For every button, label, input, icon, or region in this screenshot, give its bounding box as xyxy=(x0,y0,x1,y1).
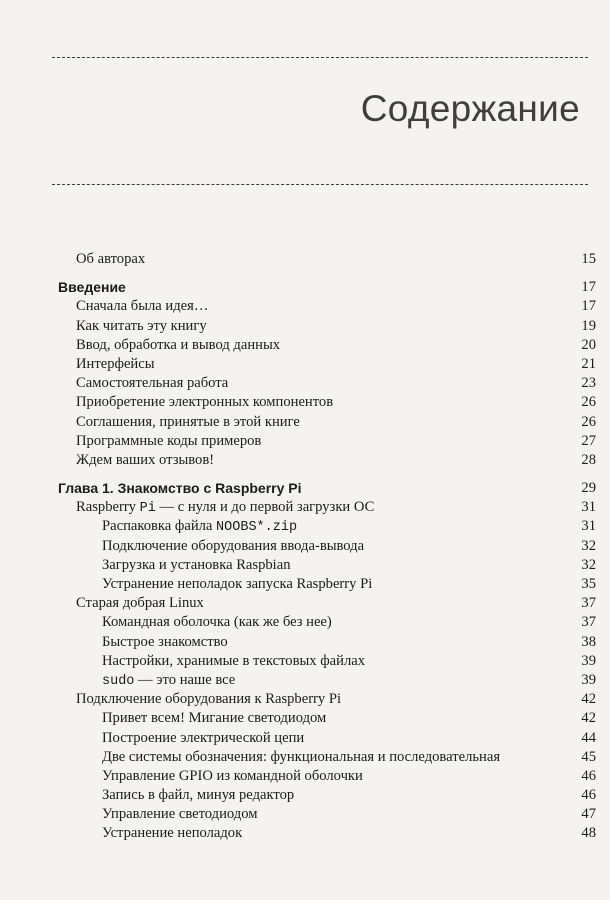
toc-entry-page: 17 xyxy=(581,298,596,315)
toc-entry-label: Старая добрая Linux xyxy=(76,595,204,612)
toc-entry[interactable] xyxy=(0,451,610,470)
toc-entry-label: Интерфейсы xyxy=(76,355,155,372)
toc-entry-page: 31 xyxy=(581,518,596,535)
toc-entry-page: 32 xyxy=(581,537,596,554)
toc-entry-page: 26 xyxy=(581,394,596,411)
toc-entry-label: Приобретение электронных компонентов xyxy=(76,394,334,411)
toc-entry-page: 35 xyxy=(581,576,596,592)
toc-entry[interactable] xyxy=(0,652,610,671)
toc-entry[interactable] xyxy=(0,613,610,632)
toc-entry-page: 46 xyxy=(581,787,596,804)
toc-entry-label: Настройки, хранимые в текстовых файлах xyxy=(102,652,366,669)
toc-entry[interactable] xyxy=(0,805,610,824)
toc-entry[interactable] xyxy=(0,537,610,556)
toc-heading-label: Введение xyxy=(58,279,126,296)
toc-entry-label: Загрузка и установка Raspbian xyxy=(102,556,291,573)
toc-entry[interactable] xyxy=(0,786,610,805)
toc-entry[interactable] xyxy=(0,824,610,843)
toc-entry-page: 46 xyxy=(581,767,596,784)
page-title: Содержание xyxy=(360,88,580,129)
toc-entry-label: Управление светодиодом xyxy=(102,806,258,823)
table-of-contents xyxy=(0,250,610,844)
toc-entry-page: 45 xyxy=(581,748,596,765)
toc-entry-label: Raspberry Pi — с нуля и до первой загрузки ОС xyxy=(76,499,375,517)
toc-entry[interactable] xyxy=(0,633,610,652)
toc-entry-label: Программные коды примеров xyxy=(76,432,262,449)
toc-heading-intro[interactable] xyxy=(0,278,610,297)
toc-entry[interactable] xyxy=(0,556,610,575)
toc-entry-page: 23 xyxy=(581,375,596,392)
toc-entry-page: 27 xyxy=(581,432,596,449)
toc-entry-label: Запись в файл, минуя редактор xyxy=(102,787,295,804)
toc-section-linux[interactable] xyxy=(0,594,610,613)
toc-section-hardware[interactable] xyxy=(0,690,610,709)
toc-entry[interactable] xyxy=(0,432,610,451)
toc-entry[interactable] xyxy=(0,767,610,786)
toc-entry-page: 32 xyxy=(581,556,596,573)
toc-entry-label: Как читать эту книгу xyxy=(76,317,207,334)
toc-entry-label: Устранение неполадок xyxy=(102,825,243,842)
toc-entry-page: 42 xyxy=(581,710,596,727)
toc-entry-page: 38 xyxy=(581,633,596,650)
top-dashed-divider xyxy=(52,57,588,58)
toc-entry[interactable] xyxy=(0,336,610,355)
toc-entry-label: Управление GPIO из командной оболочки xyxy=(102,767,363,784)
toc-entry-label: Ввод, обработка и вывод данных xyxy=(76,336,281,353)
toc-entry-label: Командная оболочка (как же без нее) xyxy=(102,614,332,631)
toc-entry-page: 20 xyxy=(581,336,596,353)
toc-entry-label: Быстрое знакомство xyxy=(102,633,228,650)
toc-entry[interactable] xyxy=(0,671,610,690)
toc-entry-page: 28 xyxy=(581,451,596,468)
toc-entry-page: 15 xyxy=(581,251,596,267)
toc-entry-page: 31 xyxy=(581,499,596,516)
toc-entry-label: Построение электрической цепи xyxy=(102,729,305,746)
toc-entry-label: Распаковка файла NOOBS*.zip xyxy=(102,518,298,536)
toc-entry-page: 21 xyxy=(581,355,596,372)
toc-entry[interactable] xyxy=(0,393,610,412)
toc-entry-label: Привет всем! Мигание светодиодом xyxy=(102,710,327,727)
toc-entry-page: 37 xyxy=(581,614,596,631)
toc-entry-label: Устранение неполадок запуска Raspberry Pi xyxy=(102,576,373,592)
toc-entry[interactable] xyxy=(0,517,610,536)
toc-entry-page: 39 xyxy=(581,652,596,669)
toc-entry[interactable] xyxy=(0,413,610,432)
toc-entry-page: 44 xyxy=(581,729,596,746)
toc-entry[interactable] xyxy=(0,374,610,393)
toc-heading-page: 17 xyxy=(581,279,596,296)
toc-heading-chapter-1[interactable] xyxy=(0,479,610,498)
toc-entry[interactable] xyxy=(0,748,610,767)
toc-entry-page: 19 xyxy=(581,317,596,334)
toc-entry[interactable] xyxy=(0,729,610,748)
toc-section-raspberry[interactable] xyxy=(0,498,610,517)
toc-entry-label: Подключение оборудования к Raspberry Pi xyxy=(76,691,342,708)
toc-entry-page: 39 xyxy=(581,671,596,688)
toc-entry-label: Самостоятельная работа xyxy=(76,375,229,392)
toc-entry-label: Сначала была идея… xyxy=(76,298,209,315)
toc-entry[interactable] xyxy=(0,297,610,316)
toc-entry-label: Подключение оборудования ввода-вывода xyxy=(102,537,365,554)
toc-entry-label: Ждем ваших отзывов! xyxy=(76,451,215,468)
toc-entry[interactable] xyxy=(0,709,610,728)
toc-entry[interactable] xyxy=(0,317,610,336)
toc-heading-page: 29 xyxy=(581,480,596,497)
toc-entry-page: 42 xyxy=(581,691,596,708)
toc-entry-label: Соглашения, принятые в этой книге xyxy=(76,413,300,430)
bottom-dashed-divider xyxy=(52,184,588,185)
toc-entry-page: 48 xyxy=(581,825,596,842)
toc-entry-label: Об авторах xyxy=(76,251,146,267)
toc-entry[interactable] xyxy=(0,355,610,374)
toc-entry-page: 37 xyxy=(581,595,596,612)
toc-entry-label: Две системы обозначения: функциональная и последовательная xyxy=(102,748,501,765)
toc-entry-page: 26 xyxy=(581,413,596,430)
toc-entry-about[interactable] xyxy=(0,250,610,269)
toc-entry-page: 47 xyxy=(581,806,596,823)
toc-heading-label: Глава 1. Знакомство с Raspberry Pi xyxy=(58,480,302,497)
toc-entry[interactable] xyxy=(0,575,610,594)
toc-entry-label: sudo — это наше все xyxy=(102,671,236,689)
